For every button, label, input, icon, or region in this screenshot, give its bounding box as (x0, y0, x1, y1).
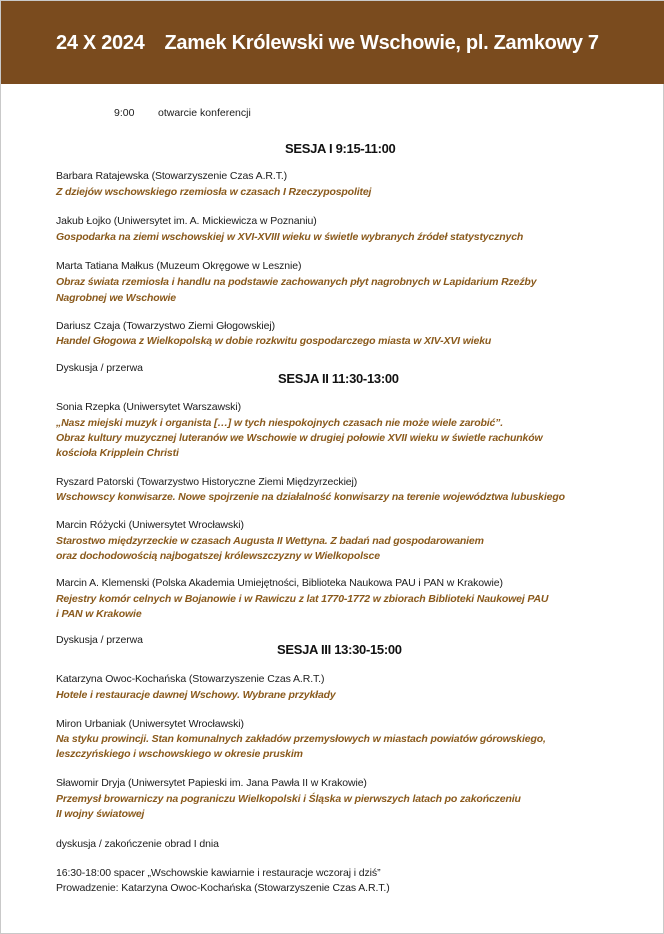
speaker: Sonia Rzepka (Uniwersytet Warszawski) (56, 401, 241, 413)
talk-title: Wschowscy konwisarze. Nowe spojrzenie na działalność konwisarzy na terenie województwa lubuskiego (56, 491, 565, 503)
talk-title: Na styku prowincji. Stan komunalnych zakładów przemysłowych w miastach powiatów górowskiego, (56, 733, 546, 745)
talk-title: kościoła Kripplein Christi (56, 447, 179, 459)
header-banner (1, 1, 664, 84)
talk-title: Z dziejów wschowskiego rzemiosła w czasach I Rzeczypospolitej (56, 186, 372, 198)
session-3-title: SESJA III 13:30-15:00 (277, 642, 402, 657)
opening-time: 9:00 (114, 107, 135, 119)
session-break: Dyskusja / przerwa (56, 362, 143, 374)
speaker: Dariusz Czaja (Towarzystwo Ziemi Głogowskiej) (56, 320, 275, 332)
talk-title: II wojny światowej (56, 808, 145, 820)
day-closing: dyskusja / zakończenie obrad I dnia (56, 838, 219, 850)
walk-info: 16:30-18:00 spacer „Wschowskie kawiarnie i restauracje wczoraj i dziś” (56, 867, 381, 879)
speaker: Marcin Różycki (Uniwersytet Wrocławski) (56, 519, 244, 531)
talk-title: Gospodarka na ziemi wschowskiej w XVI-XVIII wieku w świetle wybranych źródeł statystycznych (56, 231, 524, 243)
header-date: 24 X 2024 (56, 32, 145, 54)
header-title (56, 32, 599, 55)
walk-guide: Prowadzenie: Katarzyna Owoc-Kochańska (Stowarzyszenie Czas A.R.T.) (56, 882, 390, 894)
session-break: Dyskusja / przerwa (56, 634, 143, 646)
talk-title: Hotele i restauracje dawnej Wschowy. Wybrane przykłady (56, 689, 336, 701)
speaker: Marta Tatiana Małkus (Muzeum Okręgowe w Lesznie) (56, 260, 302, 272)
speaker: Miron Urbaniak (Uniwersytet Wrocławski) (56, 718, 244, 730)
talk-title: Obraz świata rzemiosła i handlu na podstawie zachowanych płyt nagrobnych w Lapidarium Rzeźby (56, 276, 537, 288)
talk-title: i PAN w Krakowie (56, 608, 142, 620)
speaker: Jakub Łojko (Uniwersytet im. A. Mickiewicza w Poznaniu) (56, 215, 317, 227)
session-1-title: SESJA I 9:15-11:00 (285, 141, 396, 156)
talk-title: Przemysł browarniczy na pograniczu Wielkopolski i Śląska w pierwszych latach po zakończeniu (56, 793, 521, 805)
header-venue: Zamek Królewski we Wschowie, pl. Zamkowy 7 (164, 32, 599, 54)
speaker: Ryszard Patorski (Towarzystwo Historyczne Ziemi Międzyrzeckiej) (56, 476, 358, 488)
talk-title: Nagrobnej we Wschowie (56, 292, 176, 304)
opening-label: otwarcie konferencji (158, 107, 251, 119)
talk-title: Starostwo międzyrzeckie w czasach Augusta II Wettyna. Z badań nad gospodarowaniem (56, 535, 484, 547)
speaker: Sławomir Dryja (Uniwersytet Papieski im. Jana Pawła II w Krakowie) (56, 777, 367, 789)
talk-title: Obraz kultury muzycznej luteranów we Wschowie w drugiej połowie XVII wieku w świetle rachunków (56, 432, 543, 444)
talk-title: Rejestry komór celnych w Bojanowie i w Rawiczu z lat 1770-1772 w zbiorach Biblioteki Naukowej PAU (56, 593, 549, 605)
opening-row (114, 107, 251, 119)
speaker: Katarzyna Owoc-Kochańska (Stowarzyszenie Czas A.R.T.) (56, 673, 325, 685)
talk-title: Handel Głogowa z Wielkopolską w dobie rozkwitu gospodarczego miasta w XIV-XVI wieku (56, 335, 492, 347)
talk-title: oraz dochodowością najbogatszej królewszczyzny w Wielkopolsce (56, 550, 380, 562)
speaker: Marcin A. Klemenski (Polska Akademia Umiejętności, Biblioteka Naukowa PAU i PAN w Krakowie) (56, 577, 503, 589)
talk-title: „Nasz miejski muzyk i organista […] w tych niespokojnych czasach nie może wiele zarobić”. (56, 417, 504, 429)
session-2-title: SESJA II 11:30-13:00 (278, 371, 399, 386)
talk-title: leszczyńskiego i wschowskiego w okresie pruskim (56, 748, 303, 760)
speaker: Barbara Ratajewska (Stowarzyszenie Czas A.R.T.) (56, 170, 288, 182)
